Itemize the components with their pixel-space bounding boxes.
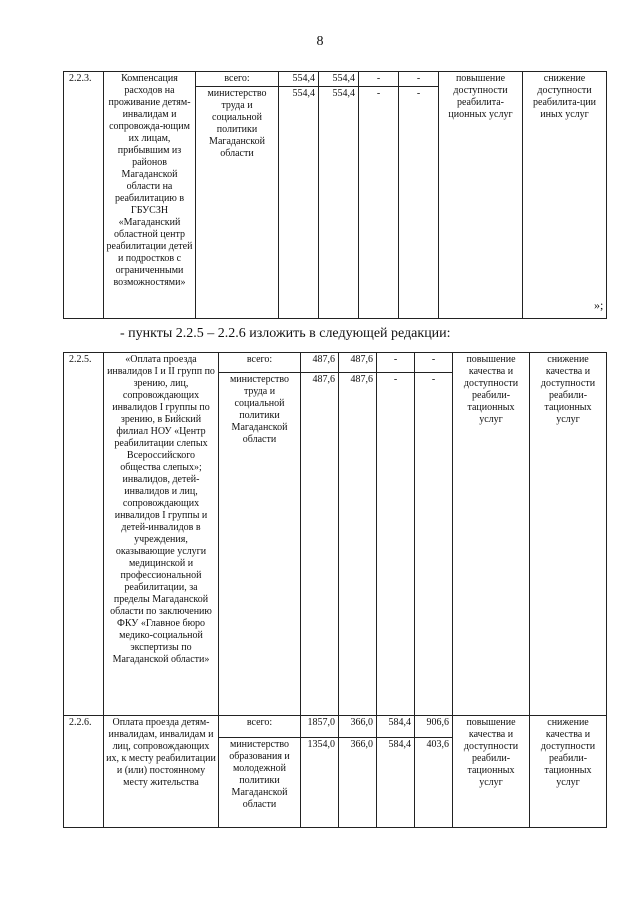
value-year-3: - bbox=[415, 373, 453, 716]
expected-result: повышение доступности реабилита-ционных услуг bbox=[439, 72, 523, 319]
value-year-1: 366,0 bbox=[339, 716, 377, 738]
consequence: снижение качества и доступности реабили-тационных услуг bbox=[530, 353, 607, 716]
source-label: министерство образования и молодежной политики Магаданской области bbox=[219, 738, 301, 828]
source-label: всего: bbox=[196, 72, 279, 87]
closing-quote: »; bbox=[594, 298, 604, 312]
value-total: 554,4 bbox=[279, 87, 319, 319]
expected-result: повышение качества и доступности реабили-тационных услуг bbox=[453, 716, 530, 828]
value-year-3: - bbox=[415, 353, 453, 373]
item-name: Компенсация расходов на проживание детям-инвалидам и сопровожда-ющим их лицам, прибывшим из районов Магаданской области на реабилитацию в ГБУСЗН «Магаданский областной центр реабилитации детей и подростков с ограниченными возможностями» bbox=[104, 72, 196, 319]
source-label: министерство труда и социальной политики Магаданской области bbox=[219, 373, 301, 716]
value-year-1: 554,4 bbox=[319, 87, 359, 319]
expected-result: повышение качества и доступности реабили-тационных услуг bbox=[453, 353, 530, 716]
value-total: 487,6 bbox=[301, 353, 339, 373]
source-label: всего: bbox=[219, 353, 301, 373]
value-year-3: - bbox=[399, 87, 439, 319]
amendment-intro: - пункты 2.2.5 – 2.2.6 изложить в следующей редакции: bbox=[120, 326, 451, 341]
table-row bbox=[64, 353, 607, 373]
value-year-3: 403,6 bbox=[415, 738, 453, 828]
value-year-2: - bbox=[377, 353, 415, 373]
table-item-2-2-3 bbox=[63, 71, 607, 319]
source-label: министерство труда и социальной политики Магаданской области bbox=[196, 87, 279, 319]
value-year-1: 487,6 bbox=[339, 353, 377, 373]
consequence: снижение доступности реабилита-ции иных услуг bbox=[523, 72, 607, 319]
value-year-1: 366,0 bbox=[339, 738, 377, 828]
value-year-2: 584,4 bbox=[377, 716, 415, 738]
page-number: 8 bbox=[316, 34, 324, 49]
table-items-2-2-5-2-2-6 bbox=[63, 352, 607, 828]
value-total: 487,6 bbox=[301, 373, 339, 716]
value-year-2: 584,4 bbox=[377, 738, 415, 828]
item-code: 2.2.3. bbox=[64, 72, 104, 319]
consequence: снижение качества и доступности реабили-тационных услуг bbox=[530, 716, 607, 828]
value-year-1: 554,4 bbox=[319, 72, 359, 87]
table-row bbox=[64, 716, 607, 738]
item-name: Оплата проезда детям-инвалидам, инвалидам и лиц, сопровождающих их, к месту реабилитации и (или) постоянному месту жительства bbox=[104, 716, 219, 828]
value-total: 554,4 bbox=[279, 72, 319, 87]
value-total: 1857,0 bbox=[301, 716, 339, 738]
item-code: 2.2.6. bbox=[64, 716, 104, 828]
value-total: 1354,0 bbox=[301, 738, 339, 828]
item-code: 2.2.5. bbox=[64, 353, 104, 716]
value-year-3: 906,6 bbox=[415, 716, 453, 738]
value-year-3: - bbox=[399, 72, 439, 87]
value-year-2: - bbox=[359, 87, 399, 319]
source-label: всего: bbox=[219, 716, 301, 738]
value-year-1: 487,6 bbox=[339, 373, 377, 716]
value-year-2: - bbox=[377, 373, 415, 716]
value-year-2: - bbox=[359, 72, 399, 87]
table-row bbox=[64, 72, 607, 87]
item-name: «Оплата проезда инвалидов I и II групп по зрению, лиц, сопровождающих инвалидов I группы по зрению, в Бийский филиал НОУ «Центр реабилитации слепых Всероссийского общества слепых»; инвалидов, детей-инвалидов и лиц, сопровождающих инвалидов I группы и детей-инвалидов в учреждения, оказывающие услуги медицинской и профессиональной реабилитации, за пределы Магаданской области по заключению ФКУ «Главное бюро медико-социальной экспертизы по Магаданской области» bbox=[104, 353, 219, 716]
